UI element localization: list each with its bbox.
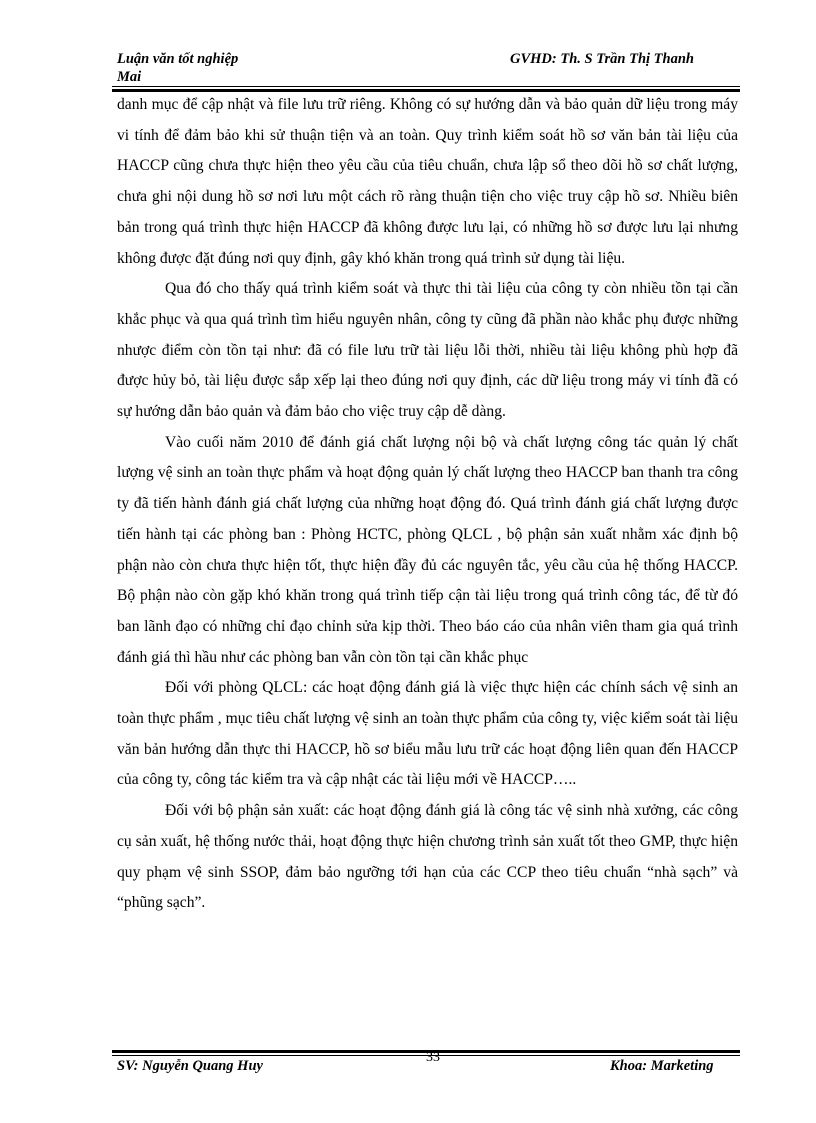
header-advisor-continued: Mai [117,69,142,85]
header-thesis-label: Luận văn tốt nghiệp [117,51,239,67]
page-number: 33 [426,1050,440,1065]
paragraph: Qua đó cho thấy quá trình kiểm soát và thực thi tài liệu của công ty còn nhiều tồn tại cần khắc phục và qua quá trình tìm hiểu nguyên nhân, công ty cũng đã phần nào khắc phụ được những nhược điểm còn tồn tại như: đã có file lưu trữ tài liệu lỗi thời, nhiều tài liệu không phù hợp đã được hủy bỏ, tài liệu được sắp xếp lại theo đúng nơi quy định, các dữ liệu trong máy vi tính đã có sự hướng dẫn bảo quản và đảm bảo cho việc truy cập dễ dàng. [117,280,738,421]
header-advisor: GVHD: Th. S Trần Thị Thanh [510,51,694,67]
header-rule-thin [112,86,740,87]
paragraph: Đối với bộ phận sản xuất: các hoạt động đánh giá là công tác vệ sinh nhà xưởng, các công cụ sản xuất, hệ thống nước thải, hoạt động thực hiện chương trình sản xuất tốt theo GMP, thực hiện quy phạm vệ sinh SSOP, đảm bảo ngưỡng tới hạn của các CCP theo tiêu chuẩn “nhà sạch” và “phũng sạch”. [117,802,738,912]
paragraph: Vào cuối năm 2010 để đánh giá chất lượng nội bộ và chất lượng công tác quản lý chất lượng vệ sinh an toàn thực phẩm và hoạt động quản lý chất lượng theo HACCP ban thanh tra công ty đã tiến hành đánh giá chất lượng của những hoạt động đó. Quá trình đánh giá chất lượng được tiến hành tại các phòng ban : Phòng HCTC, phòng QLCL , bộ phận sản xuất nhằm xác định bộ phận nào còn chưa thực hiện tốt, thực hiện đầy đủ các nguyên tắc, yêu cầu của hệ thống HACCP. Bộ phận nào còn gặp khó khăn trong quá trình tiếp cận tài liệu trong quá trình công tác, để từ đó ban lãnh đạo có những chỉ đạo chỉnh sửa kịp thời. Theo báo cáo của nhân viên tham gia quá trình đánh giá thì hầu như các phòng ban vẫn còn tồn tại cần khắc phục [117,433,738,666]
paragraph: danh mục để cập nhật và file lưu trữ riêng. Không có sự hướng dẫn và bảo quản dữ liệu trong máy vi tính để đảm bảo khi sử thuận tiện và an toàn. Quy trình kiểm soát hồ sơ văn bản tài liệu của HACCP cũng chưa thực hiện theo yêu cầu của tiêu chuẩn, chưa lập sổ theo dõi hồ sơ chất lượng, chưa ghi nội dung hồ sơ nơi lưu một cách rõ ràng thuận tiện cho việc truy cập hồ sơ. Nhiều biên bản trong quá trình thực hiện HACCP đã không được lưu lại, có những hồ sơ được lưu lại nhưng không được đặt đúng nơi quy định, gây khó khăn trong quá trình sử dụng tài liệu. [117,96,738,267]
paragraph: Đối với phòng QLCL: các hoạt động đánh giá là việc thực hiện các chính sách vệ sinh an toàn thực phẩm , mục tiêu chất lượng vệ sinh an toàn thực phẩm của công ty, việc kiểm soát tài liệu văn bản hướng dẫn thực thi HACCP, hồ sơ biểu mẫu lưu trữ các hoạt động liên quan đến HACCP của công ty, công tác kiểm tra và cập nhật các tài liệu mới về HACCP….. [117,679,738,789]
footer-faculty: Khoa: Marketing [610,1058,714,1074]
body-text [117,90,738,919]
footer-student: SV: Nguyễn Quang Huy [117,1058,263,1074]
